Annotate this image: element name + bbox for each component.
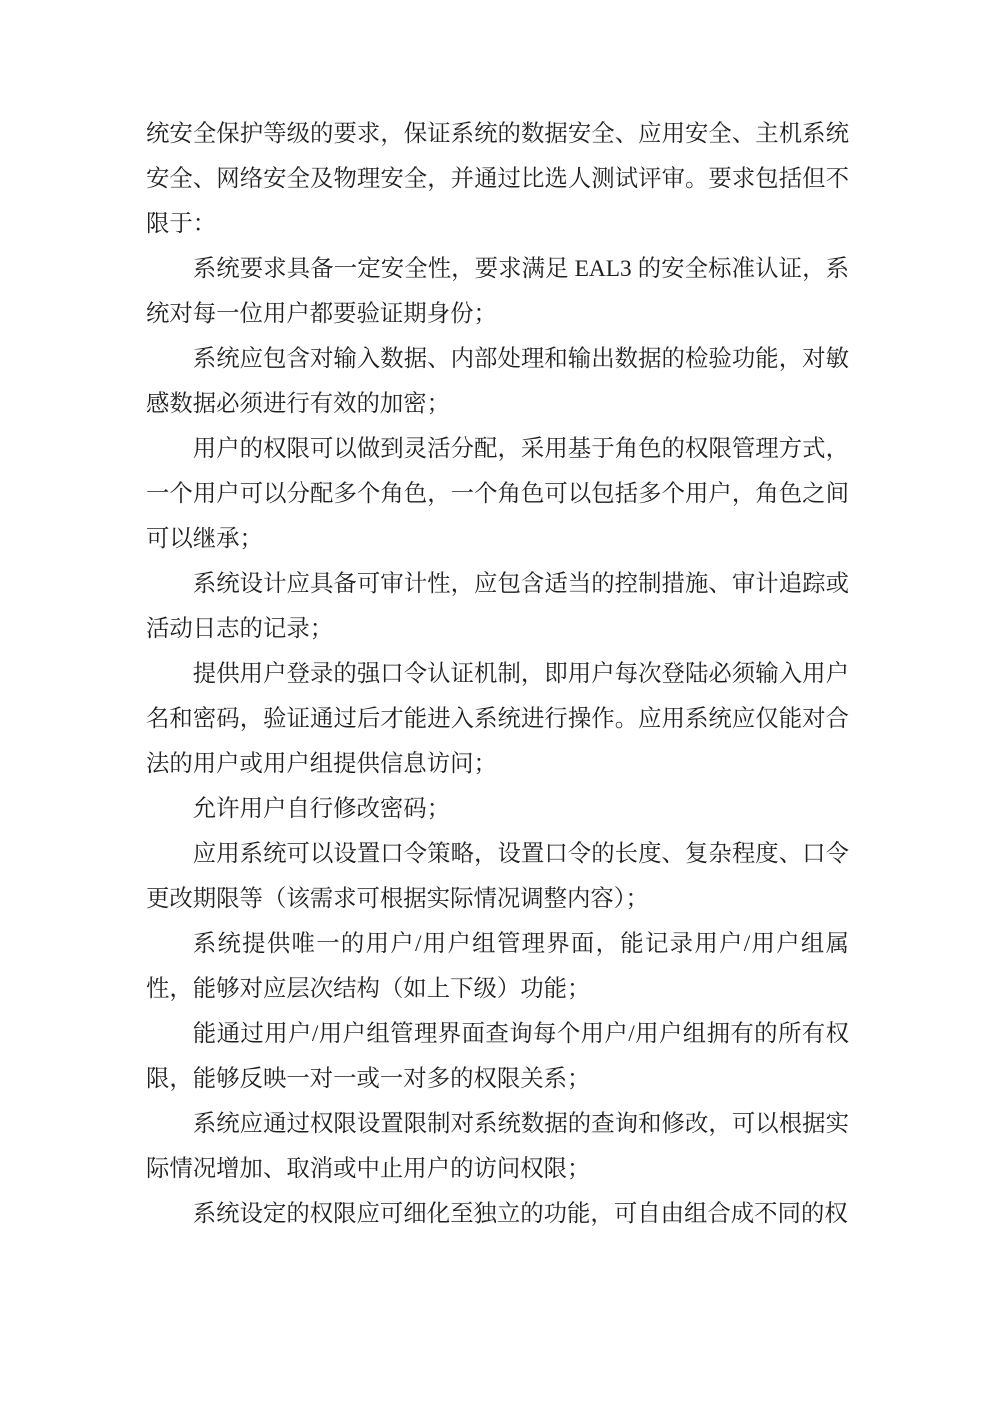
paragraph-4: 用户的权限可以做到灵活分配，采用基于角色的权限管理方式，一个用户可以分配多个角色，一个角色可以包括多个用户，角色之间可以继承； [146,436,849,552]
paragraph-7: 允许用户自行修改密码； [192,796,451,822]
paragraph-6: 提供用户登录的强口令认证机制，即用户每次登陆必须输入用户名和密码，验证通过后才能进入系统进行操作。应用系统应仅能对合法的用户或用户组提供信息访问； [146,661,849,777]
paragraph-2: 系统要求具备一定安全性，要求满足 EAL3 的安全标准认证，系统对每一位用户都要验证期身份； [146,256,849,327]
paragraph-3: 系统应包含对输入数据、内部处理和输出数据的检验功能，对敏感数据必须进行有效的加密； [146,346,849,417]
paragraph-11: 系统应通过权限设置限制对系统数据的查询和修改，可以根据实际情况增加、取消或中止用户的访问权限； [146,1111,849,1182]
paragraph-10: 能通过用户/用户组管理界面查询每个用户/用户组拥有的所有权限，能够反映一对一或一对多的权限关系； [146,1021,849,1092]
paragraph-9: 系统提供唯一的用户/用户组管理界面，能记录用户/用户组属性，能够对应层次结构（如上下级）功能； [146,931,849,1002]
paragraph-12: 系统设定的权限应可细化至独立的功能，可自由组合成不同的权 [192,1201,848,1227]
document-text-block [146,112,849,1237]
paragraph-8: 应用系统可以设置口令策略，设置口令的长度、复杂程度、口令更改期限等（该需求可根据实际情况调整内容）； [146,841,849,912]
paragraph-5: 系统设计应具备可审计性，应包含适当的控制措施、审计追踪或活动日志的记录； [146,571,849,642]
paragraph-1: 统安全保护等级的要求，保证系统的数据安全、应用安全、主机系统安全、网络安全及物理安全，并通过比选人测试评审。要求包括但不限于： [146,121,849,237]
